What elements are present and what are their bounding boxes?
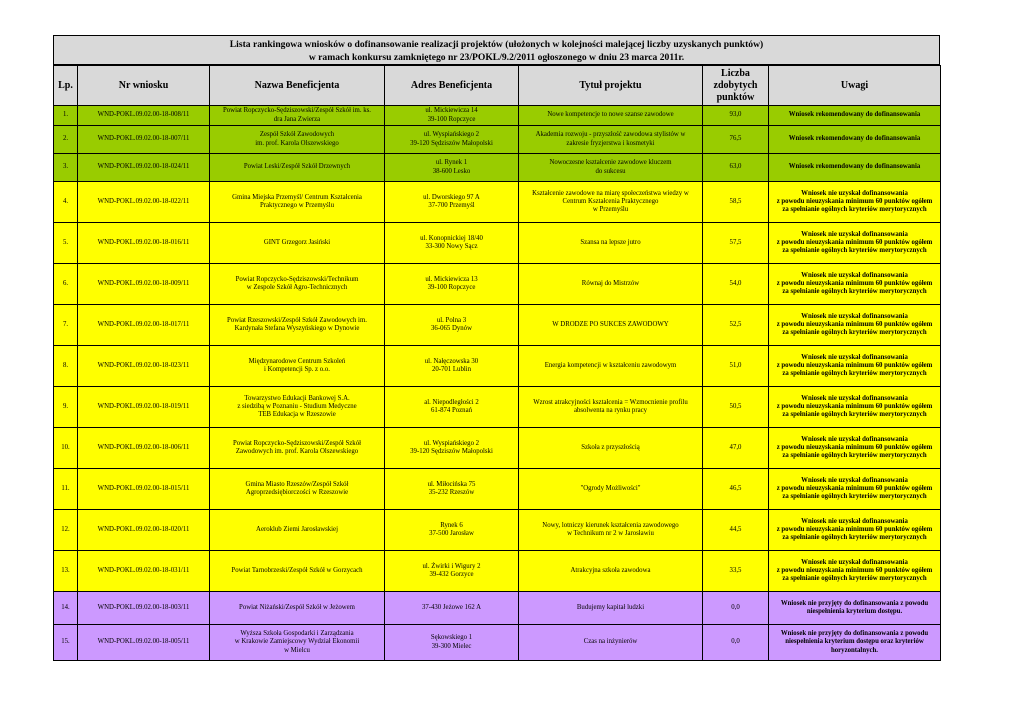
cell-lp: 15. (54, 625, 78, 661)
cell-tytul-projektu: Nowy, lotniczy kierunek kształcenia zawodowego w Technikum nr 2 w Jarosławiu (519, 510, 703, 551)
cell-liczba-punktow: 63,0 (703, 154, 769, 182)
cell-nr-wniosku: WND-POKL.09.02.00-18-024/11 (78, 154, 210, 182)
table-row (54, 469, 941, 510)
cell-nazwa-beneficjenta: Powiat Tarnobrzeski/Zespół Szkół w Gorzycach (210, 551, 385, 592)
cell-uwagi: Wniosek nie uzyskał dofinansowania z powodu nieuzyskania minimum 60 punktów ogółem za spełnianie ogólnych kryteriów merytorycznych (769, 264, 941, 305)
cell-uwagi: Wniosek nie uzyskał dofinansowania z powodu nieuzyskania minimum 60 punktów ogółem za spełnianie ogólnych kryteriów merytorycznych (769, 469, 941, 510)
cell-lp: 9. (54, 387, 78, 428)
title-line-2: w ramach konkursu zamkniętego nr 23/POKL/9.2/2011 ogłoszonego w dniu 23 marca 2011r. (308, 52, 685, 63)
cell-tytul-projektu: Nowoczesne kształcenie zawodowe kluczem do sukcesu (519, 154, 703, 182)
cell-nazwa-beneficjenta: Aeroklub Ziemi Jarosławskiej (210, 510, 385, 551)
cell-lp: 2. (54, 126, 78, 154)
cell-uwagi: Wniosek nie uzyskał dofinansowania z powodu nieuzyskania minimum 60 punktów ogółem za spełnianie ogólnych kryteriów merytorycznych (769, 428, 941, 469)
cell-nazwa-beneficjenta: Zespół Szkół Zawodowych im. prof. Karola Olszewskiego (210, 126, 385, 154)
cell-tytul-projektu: Wzrost atrakcyjności kształcenia = Wzmocnienie profilu absolwenta na rynku pracy (519, 387, 703, 428)
cell-tytul-projektu: Kształcenie zawodowe na miarę społeczeństwa wiedzy w Centrum Kształcenia Praktycznego w Przemyślu (519, 182, 703, 223)
cell-adres-beneficjenta: ul. Rynek 1 38-600 Lesko (385, 154, 519, 182)
cell-tytul-projektu: Czas na inżynierów (519, 625, 703, 661)
cell-nr-wniosku: WND-POKL.09.02.00-18-003/11 (78, 592, 210, 625)
cell-tytul-projektu: Budujemy kapitał ludzki (519, 592, 703, 625)
table-row (54, 264, 941, 305)
cell-nr-wniosku: WND-POKL.09.02.00-18-009/11 (78, 264, 210, 305)
table-row (54, 387, 941, 428)
cell-adres-beneficjenta: ul. Mickiewicza 13 39-100 Ropczyce (385, 264, 519, 305)
cell-liczba-punktow: 44,5 (703, 510, 769, 551)
cell-liczba-punktow: 0,0 (703, 625, 769, 661)
cell-uwagi: Wniosek rekomendowany do dofinansowania (769, 126, 941, 154)
header-row (54, 66, 941, 106)
cell-adres-beneficjenta: ul. Konopnickiej 18/40 33-300 Nowy Sącz (385, 223, 519, 264)
title-line-1: Lista rankingowa wniosków o dofinansowanie realizacji projektów (ułożonych w kolejności malejącej liczby uzyskanych punktów) (229, 39, 764, 50)
cell-liczba-punktow: 0,0 (703, 592, 769, 625)
table-row (54, 305, 941, 346)
cell-tytul-projektu: "Ogrody Możliwości" (519, 469, 703, 510)
cell-uwagi: Wniosek nie uzyskał dofinansowania z powodu nieuzyskania minimum 60 punktów ogółem za spełnianie ogólnych kryteriów merytorycznych (769, 510, 941, 551)
cell-tytul-projektu: Atrakcyjna szkoła zawodowa (519, 551, 703, 592)
table-row (54, 428, 941, 469)
cell-nazwa-beneficjenta: Gmina Miasto Rzeszów/Zespół Szkół Agroprzedsiębiorczości w Rzeszowie (210, 469, 385, 510)
cell-lp: 12. (54, 510, 78, 551)
cell-lp: 13. (54, 551, 78, 592)
cell-lp: 5. (54, 223, 78, 264)
cell-lp: 7. (54, 305, 78, 346)
cell-nr-wniosku: WND-POKL.09.02.00-18-023/11 (78, 346, 210, 387)
cell-liczba-punktow: 58,5 (703, 182, 769, 223)
cell-liczba-punktow: 93,0 (703, 106, 769, 126)
cell-liczba-punktow: 76,5 (703, 126, 769, 154)
cell-nazwa-beneficjenta: GINT Grzegorz Jasiński (210, 223, 385, 264)
cell-adres-beneficjenta: ul. Wyspiańskiego 2 39-120 Sędziszów Małopolski (385, 428, 519, 469)
cell-lp: 11. (54, 469, 78, 510)
cell-nr-wniosku: WND-POKL.09.02.00-18-015/11 (78, 469, 210, 510)
cell-liczba-punktow: 54,0 (703, 264, 769, 305)
cell-adres-beneficjenta: ul. Polna 3 36-065 Dynów (385, 305, 519, 346)
cell-adres-beneficjenta: al. Niepodległości 2 61-874 Poznań (385, 387, 519, 428)
ranking-table (53, 65, 941, 661)
cell-lp: 3. (54, 154, 78, 182)
header-lp: Lp. (54, 66, 78, 106)
cell-adres-beneficjenta: ul. Nałęczowska 30 20-701 Lublin (385, 346, 519, 387)
header-uwagi: Uwagi (769, 66, 941, 106)
cell-adres-beneficjenta: Sękowskiego 1 39-300 Mielec (385, 625, 519, 661)
cell-lp: 8. (54, 346, 78, 387)
cell-nazwa-beneficjenta: Międzynarodowe Centrum Szkoleń i Kompetencji Sp. z o.o. (210, 346, 385, 387)
cell-nr-wniosku: WND-POKL.09.02.00-18-022/11 (78, 182, 210, 223)
cell-nr-wniosku: WND-POKL.09.02.00-18-007/11 (78, 126, 210, 154)
cell-uwagi: Wniosek nie przyjęty do dofinansowania z powodu niespełnienia kryterium dostępu oraz kryteriów horyzontalnych. (769, 625, 941, 661)
table-row (54, 346, 941, 387)
cell-liczba-punktow: 50,5 (703, 387, 769, 428)
cell-uwagi: Wniosek nie uzyskał dofinansowania z powodu nieuzyskania minimum 60 punktów ogółem za spełnianie ogólnych kryteriów merytorycznych (769, 551, 941, 592)
cell-lp: 1. (54, 106, 78, 126)
cell-adres-beneficjenta: 37-430 Jeżowe 162 A (385, 592, 519, 625)
cell-lp: 10. (54, 428, 78, 469)
cell-liczba-punktow: 33,5 (703, 551, 769, 592)
cell-liczba-punktow: 57,5 (703, 223, 769, 264)
cell-adres-beneficjenta: ul. Wyspiańskiego 2 39-120 Sędziszów Małopolski (385, 126, 519, 154)
cell-nr-wniosku: WND-POKL.09.02.00-18-008/11 (78, 106, 210, 126)
cell-lp: 4. (54, 182, 78, 223)
cell-liczba-punktow: 46,5 (703, 469, 769, 510)
cell-uwagi: Wniosek nie uzyskał dofinansowania z powodu nieuzyskania minimum 60 punktów ogółem za spełnianie ogólnych kryteriów merytorycznych (769, 305, 941, 346)
cell-liczba-punktow: 52,5 (703, 305, 769, 346)
cell-nr-wniosku: WND-POKL.09.02.00-18-020/11 (78, 510, 210, 551)
table-row (54, 223, 941, 264)
cell-uwagi: Wniosek rekomendowany do dofinansowania (769, 154, 941, 182)
cell-nr-wniosku: WND-POKL.09.02.00-18-006/11 (78, 428, 210, 469)
cell-uwagi: Wniosek nie przyjęty do dofinansowania z powodu niespełnienia kryterium dostępu. (769, 592, 941, 625)
ranking-sheet (53, 35, 940, 661)
cell-uwagi: Wniosek rekomendowany do dofinansowania (769, 106, 941, 126)
cell-tytul-projektu: Akademia rozwoju - przyszłość zawodowa stylistów w zakresie fryzjerstwa i kosmetyki (519, 126, 703, 154)
cell-adres-beneficjenta: ul. Żwirki i Wigury 2 39-432 Gorzyce (385, 551, 519, 592)
cell-uwagi: Wniosek nie uzyskał dofinansowania z powodu nieuzyskania minimum 60 punktów ogółem za spełnianie ogólnych kryteriów merytorycznych (769, 346, 941, 387)
header-tytul-projektu: Tytuł projektu (519, 66, 703, 106)
cell-nazwa-beneficjenta: Powiat Niżański/Zespół Szkół w Jeżowem (210, 592, 385, 625)
table-row (54, 551, 941, 592)
header-liczba-punktow: Liczba zdobytych punktów (703, 66, 769, 106)
table-row (54, 154, 941, 182)
cell-tytul-projektu: Nowe kompetencje to nowe szanse zawodowe (519, 106, 703, 126)
cell-nazwa-beneficjenta: Powiat Rzeszowski/Zespół Szkół Zawodowych im. Kardynała Stefana Wyszyńskiego w Dynowie (210, 305, 385, 346)
cell-liczba-punktow: 51,0 (703, 346, 769, 387)
table-row (54, 510, 941, 551)
cell-nazwa-beneficjenta: Powiat Ropczycko-Sędziszowski/Zespół Szkół im. ks. dra Jana Zwierza (210, 106, 385, 126)
cell-tytul-projektu: Energia kompetencji w kształceniu zawodowym (519, 346, 703, 387)
cell-lp: 6. (54, 264, 78, 305)
header-adres-beneficjenta: Adres Beneficjenta (385, 66, 519, 106)
cell-tytul-projektu: W DRODZE PO SUKCES ZAWODOWY (519, 305, 703, 346)
cell-nazwa-beneficjenta: Gmina Miejska Przemyśl/ Centrum Kształcenia Praktycznego w Przemyślu (210, 182, 385, 223)
cell-adres-beneficjenta: ul. Dworskiego 97 A 37-700 Przemyśl (385, 182, 519, 223)
cell-tytul-projektu: Szkoła z przyszłością (519, 428, 703, 469)
cell-nr-wniosku: WND-POKL.09.02.00-18-019/11 (78, 387, 210, 428)
cell-uwagi: Wniosek nie uzyskał dofinansowania z powodu nieuzyskania minimum 60 punktów ogółem za spełnianie ogólnych kryteriów merytorycznych (769, 223, 941, 264)
table-row (54, 592, 941, 625)
cell-uwagi: Wniosek nie uzyskał dofinansowania z powodu nieuzyskania minimum 60 punktów ogółem za spełnianie ogólnych kryteriów merytorycznych (769, 182, 941, 223)
cell-tytul-projektu: Szansa na lepsze jutro (519, 223, 703, 264)
cell-nazwa-beneficjenta: Towarzystwo Edukacji Bankowej S.A. z siedzibą w Poznaniu - Studium Medyczne TEB Edukacja w Rzeszowie (210, 387, 385, 428)
cell-nr-wniosku: WND-POKL.09.02.00-18-031/11 (78, 551, 210, 592)
cell-adres-beneficjenta: Rynek 6 37-500 Jarosław (385, 510, 519, 551)
cell-nr-wniosku: WND-POKL.09.02.00-18-017/11 (78, 305, 210, 346)
cell-tytul-projektu: Równaj do Mistrzów (519, 264, 703, 305)
cell-nr-wniosku: WND-POKL.09.02.00-18-016/11 (78, 223, 210, 264)
table-row (54, 126, 941, 154)
cell-adres-beneficjenta: ul. Miłocińska 75 35-232 Rzeszów (385, 469, 519, 510)
cell-adres-beneficjenta: ul. Mickiewicza 14 39-100 Ropczyce (385, 106, 519, 126)
table-row (54, 182, 941, 223)
cell-nazwa-beneficjenta: Powiat Ropczycko-Sędziszowski/Technikum w Zespole Szkół Agro-Technicznych (210, 264, 385, 305)
document-title (53, 35, 940, 65)
cell-nazwa-beneficjenta: Wyższa Szkoła Gospodarki i Zarządzania w Krakowie Zamiejscowy Wydział Ekonomii w Mielcu (210, 625, 385, 661)
cell-nazwa-beneficjenta: Powiat Leski/Zespół Szkół Drzewnych (210, 154, 385, 182)
cell-lp: 14. (54, 592, 78, 625)
header-nr-wniosku: Nr wniosku (78, 66, 210, 106)
table-row (54, 106, 941, 126)
cell-liczba-punktow: 47,0 (703, 428, 769, 469)
table-row (54, 625, 941, 661)
header-nazwa-beneficjenta: Nazwa Beneficjenta (210, 66, 385, 106)
cell-uwagi: Wniosek nie uzyskał dofinansowania z powodu nieuzyskania minimum 60 punktów ogółem za spełnianie ogólnych kryteriów merytorycznych (769, 387, 941, 428)
cell-nr-wniosku: WND-POKL.09.02.00-18-005/11 (78, 625, 210, 661)
cell-nazwa-beneficjenta: Powiat Ropczycko-Sędziszowski/Zespół Szkół Zawodowych im. prof. Karola Olszewskiego (210, 428, 385, 469)
